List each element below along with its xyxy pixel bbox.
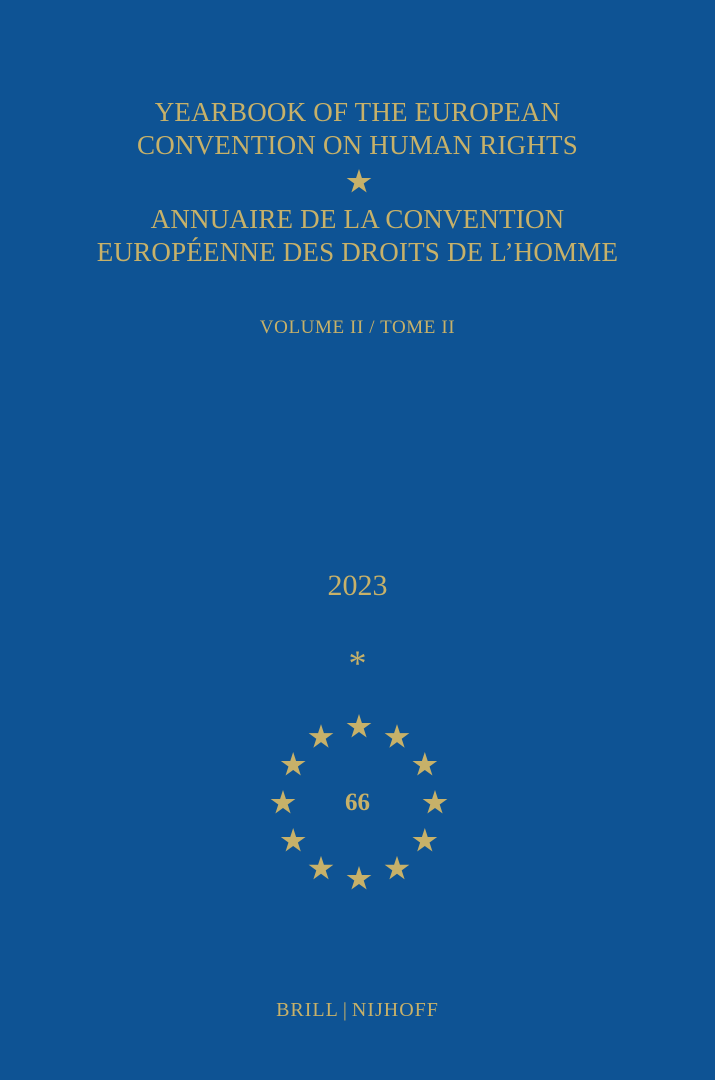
title-french-line-1: ANNUAIRE DE LA CONVENTION <box>150 204 565 234</box>
ring-star-icon <box>385 856 410 880</box>
ring-star-icon <box>309 856 334 880</box>
volume-label: VOLUME II / TOME II <box>259 317 456 338</box>
ring-star-icon <box>309 724 334 748</box>
title-english <box>0 96 715 162</box>
publisher-imprint <box>0 999 715 1022</box>
ring-star-icon <box>385 724 410 748</box>
star-icon <box>346 169 372 195</box>
publisher-nijhoff: NIJHOFF <box>351 999 439 1021</box>
title-english-line-1: YEARBOOK OF THE EUROPEAN <box>154 97 561 127</box>
asterisk-ornament: * <box>348 643 367 683</box>
publisher-separator: | <box>342 999 348 1021</box>
ring-star-icon <box>412 752 437 776</box>
ring-star-icon <box>281 828 306 852</box>
ring-star-icon <box>347 714 372 738</box>
title-english-line-2: CONVENTION ON HUMAN RIGHTS <box>137 130 578 160</box>
title-french-line-2: EUROPÉENNE DES DROITS DE L’HOMME <box>96 237 619 267</box>
title-french <box>0 203 715 269</box>
publisher-brill: BRILL <box>276 999 339 1021</box>
year-label: 2023 <box>327 569 388 602</box>
ring-star-icon <box>412 828 437 852</box>
ring-star-icon <box>281 752 306 776</box>
ring-star-icon <box>347 866 372 890</box>
edition-number: 66 <box>345 789 370 816</box>
